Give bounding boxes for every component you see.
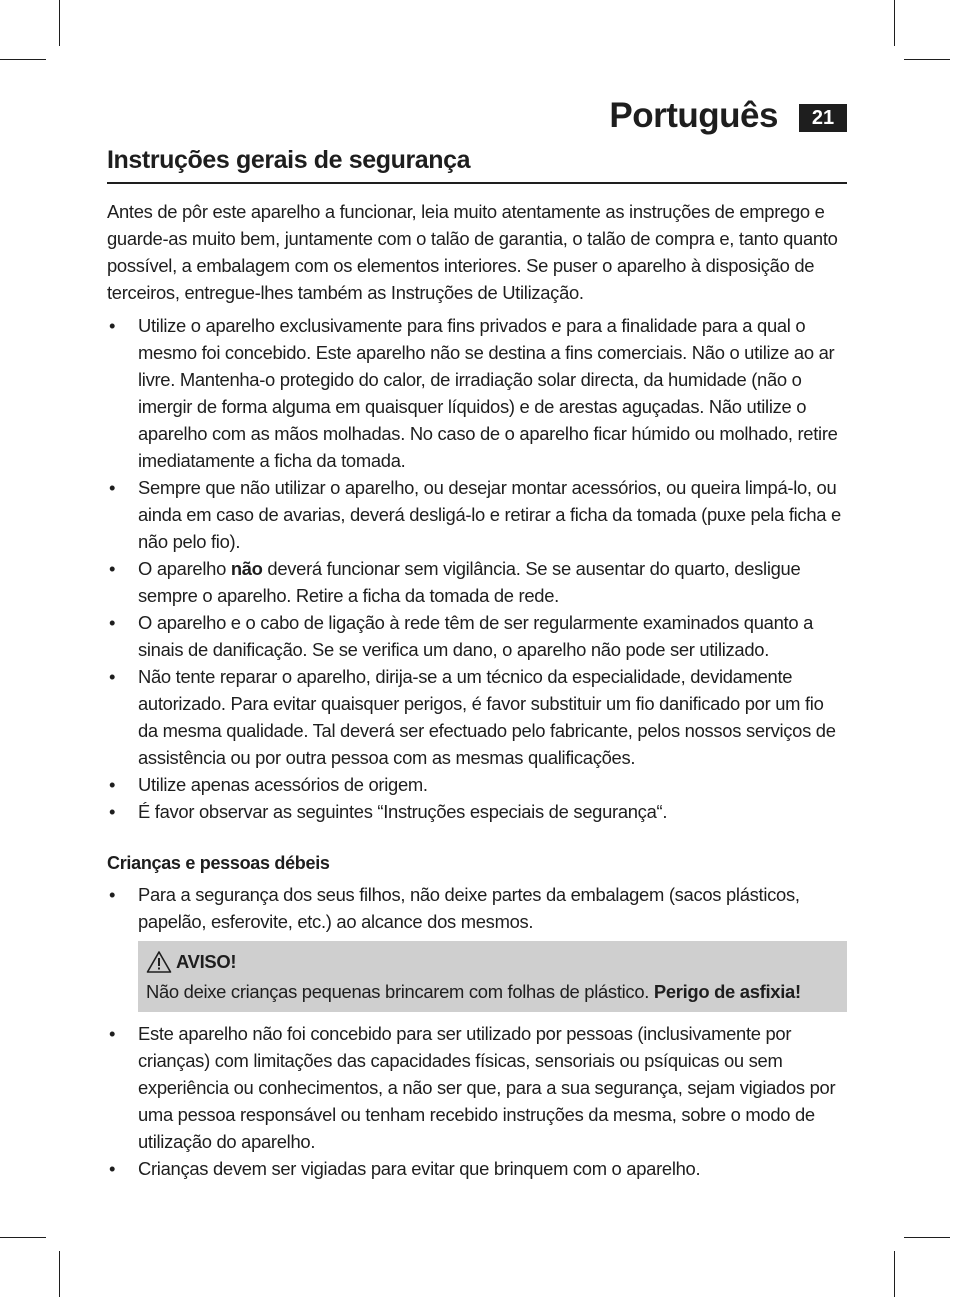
list-item — [107, 474, 847, 555]
bullet-marker: • — [109, 1158, 116, 1179]
emphasis-text: não — [230, 558, 263, 579]
bullet-marker: • — [109, 558, 116, 579]
warning-box — [138, 941, 847, 1012]
warning-emphasis: Perigo de asfixia! — [653, 981, 801, 1002]
list-item-text: É favor observar as seguintes “Instruções especiais de segurança“. — [138, 801, 668, 822]
subsection-heading: Crianças e pessoas débeis — [107, 853, 330, 873]
bullet-marker: • — [109, 774, 116, 795]
list-item-text: Não tente reparar o aparelho, dirija-se a um técnico da especialidade, devidamente autorizado. Para evitar quaisquer perigos, é favor substituir um fio danificado por um fio da mesma qualidade. Tal deverá ser efectuado pelo fabricante, pelos nossos serviços de assistência ou por outra pessoa com as mesmas qualificações. — [138, 666, 836, 768]
list-item-text: Este aparelho não foi concebido para ser utilizado por pessoas (inclusivamente por crianças) com limitações das capacidades físicas, sensoriais ou psíquicas ou sem experiência ou conhecimentos, a não ser que, para a sua segurança, sejam vigiados por uma pessoa responsável ou tenham recebido instruções da mesma, sobre o modo de utilização do aparelho. — [138, 1023, 836, 1152]
list-item — [107, 1155, 847, 1182]
crop-mark — [904, 1237, 950, 1238]
bullet-marker: • — [109, 666, 116, 687]
warning-text — [146, 977, 839, 1007]
crop-mark — [904, 59, 950, 60]
list-item — [107, 609, 847, 663]
warning-title-row — [146, 947, 839, 977]
language-heading: Português — [609, 96, 778, 135]
page-number: 21 — [799, 104, 847, 132]
intro-paragraph: Antes de pôr este aparelho a funcionar, leia muito atentamente as instruções de emprego e guarde-as muito bem, juntamente com o talão de garantia, o talão de compra e, tanto quanto possível, a embalagem com os elementos interiores. Se puser o aparelho à disposição de terceiros, entregue-lhes também as Instruções de Utilização. — [107, 201, 838, 303]
list-item — [107, 312, 847, 474]
bullet-marker: • — [109, 801, 116, 822]
children-safety-list — [107, 881, 847, 935]
safety-list — [107, 312, 847, 825]
bullet-marker: • — [109, 1023, 116, 1044]
bullet-marker: • — [109, 612, 116, 633]
warning-body: Não deixe crianças pequenas brincarem com folhas de plástico. — [146, 981, 650, 1002]
children-safety-list-continued — [107, 1020, 847, 1182]
list-item-text: Para a segurança dos seus filhos, não deixe partes da embalagem (sacos plásticos, papelão, esferovite, etc.) ao alcance dos mesmos. — [138, 884, 800, 932]
crop-mark — [59, 1251, 60, 1297]
list-item — [107, 1020, 847, 1155]
list-item-text: deverá funcionar sem vigilância. Se se ausentar do quarto, desligue sempre o aparelho. Retire a ficha da tomada de rede. — [138, 558, 801, 606]
list-item-text: Utilize apenas acessórios de origem. — [138, 774, 428, 795]
list-item — [107, 798, 847, 825]
list-item — [107, 663, 847, 771]
list-item-text: Crianças devem ser vigiadas para evitar que brinquem com o aparelho. — [138, 1158, 701, 1179]
document-body — [107, 198, 847, 1182]
section-title: Instruções gerais de segurança — [107, 146, 847, 184]
list-item — [107, 771, 847, 798]
list-item-text: Sempre que não utilizar o aparelho, ou desejar montar acessórios, ou queira limpá-lo, ou ainda em caso de avarias, deverá desligá-lo e retirar a ficha da tomada (puxe pela ficha e não pelo fio). — [138, 477, 841, 552]
crop-mark — [894, 1251, 895, 1297]
list-item — [107, 555, 847, 609]
list-item-text: Utilize o aparelho exclusivamente para fins privados e para a finalidade para a qual o mesmo foi concebido. Este aparelho não se destina a fins comerciais. Não o utilize ao ar livre. Mantenha-o protegido do calor, de irradiação solar directa, da humidade (não o imergir de forma alguma em quaisquer líquidos) e de arestas aguçadas. Não utilize o aparelho com as mãos molhadas. No caso de o aparelho ficar húmido ou molhado, retire imediatamente a ficha da tomada. — [138, 315, 838, 471]
list-item-text: O aparelho — [138, 558, 231, 579]
bullet-marker: • — [109, 884, 116, 905]
bullet-marker: • — [109, 477, 116, 498]
warning-title: AVISO! — [176, 951, 237, 972]
crop-mark — [894, 0, 895, 46]
crop-mark — [0, 59, 46, 60]
list-item — [107, 881, 847, 935]
warning-triangle-icon — [146, 950, 172, 974]
bullet-marker: • — [109, 315, 116, 336]
crop-mark — [0, 1237, 46, 1238]
list-item-text: O aparelho e o cabo de ligação à rede têm de ser regularmente examinados quanto a sinais de danificação. Se se verifica um dano, o aparelho não pode ser utilizado. — [138, 612, 813, 660]
crop-mark — [59, 0, 60, 46]
